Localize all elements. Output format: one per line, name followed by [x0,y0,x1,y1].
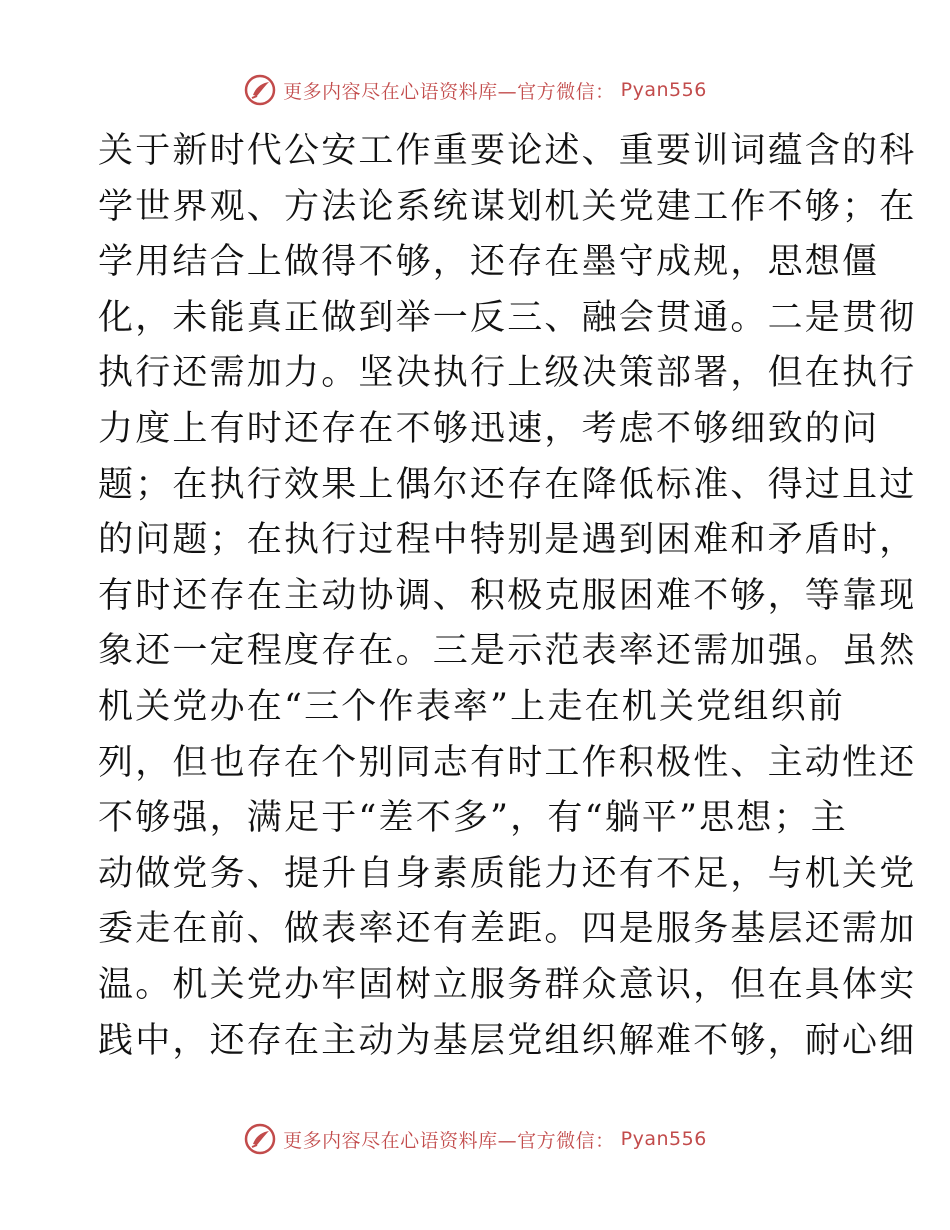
text-line: 机关党办在“三个作表率”上走在机关党组织前 [98,686,845,727]
text-line: 不够强，满足于“差不多”，有“躺平”思想；主 [98,798,848,839]
text-line: 执行还需加力。坚决执行上级决策部署，但在执行 [98,353,917,394]
text-line: 温。机关党办牢固树立服务群众意识，但在具体实 [98,964,917,1005]
text-line: 题；在执行效果上偶尔还存在降低标准、得过且过 [98,464,917,505]
text-line: 的问题；在执行过程中特别是遇到困难和矛盾时， [98,520,917,561]
text-line: 委走在前、做表率还有差距。四是服务基层还需加 [98,909,917,950]
watermark-wechat-id: Pyan556 [620,79,707,101]
text-line: 象还一定程度存在。三是示范表率还需加强。虽然 [98,631,917,672]
text-line: 践中，还存在主动为基层党组织解难不够，耐心细 [98,1020,917,1061]
header-watermark [0,70,950,110]
text-line: 化，未能真正做到举一反三、融会贯通。二是贯彻 [98,297,917,338]
text-line: 关于新时代公安工作重要论述、重要训词蕴含的科 [98,131,917,171]
brand-logo-icon [243,73,277,107]
watermark-text: 更多内容尽在心语资料库—官方微信： [283,80,615,103]
footer-watermark [0,1119,950,1159]
document-body [98,124,917,1069]
text-line: 列，但也存在个别同志有时工作积极性、主动性还 [98,742,917,783]
text-line: 动做党务、提升自身素质能力还有不足，与机关党 [98,853,917,894]
watermark-wechat-id: Pyan556 [620,1128,707,1150]
text-line: 学世界观、方法论系统谋划机关党建工作不够；在 [98,186,917,227]
brand-logo-icon [243,1122,277,1156]
text-line: 力度上有时还存在不够迅速，考虑不够细致的问 [98,408,880,449]
text-line: 有时还存在主动协调、积极克服困难不够，等靠现 [98,575,917,616]
watermark-text: 更多内容尽在心语资料库—官方微信： [283,1129,615,1152]
text-line: 学用结合上做得不够，还存在墨守成规，思想僵 [98,242,880,283]
